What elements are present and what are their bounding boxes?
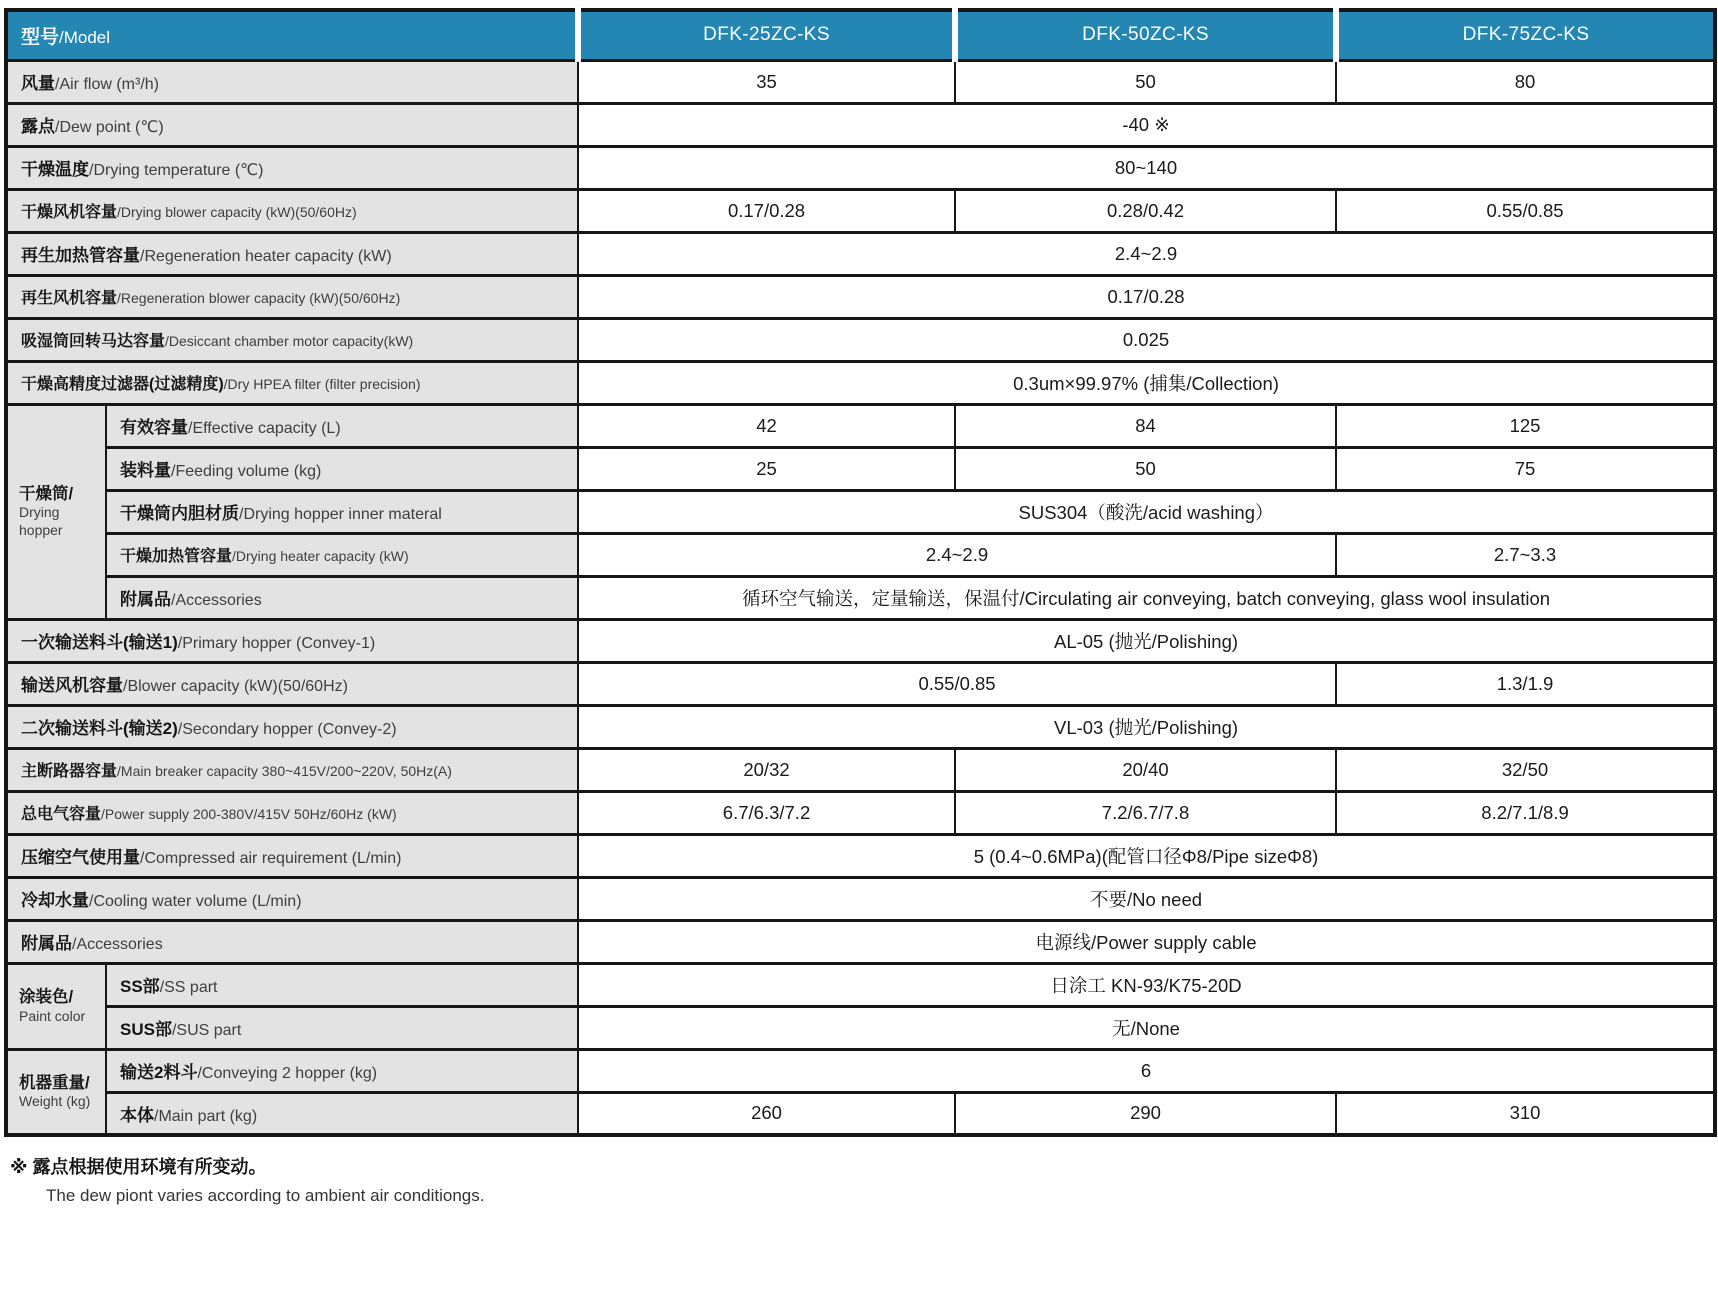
row-label-cn: 装料量: [120, 461, 171, 480]
feeding-volume-value-1: 25: [578, 447, 955, 490]
row-accessories: [6, 920, 1715, 963]
ss-part-value: 日涂工 KN-93/K75-20D: [578, 963, 1715, 1006]
row-label-dry-hpea-filter: [6, 361, 578, 404]
air-flow-value-1: 35: [578, 60, 955, 103]
row-label-cn: 一次输送料斗(输送1): [21, 633, 178, 652]
group-label-weight: [6, 1049, 106, 1135]
sus-part-value: 无/None: [578, 1006, 1715, 1049]
row-label-en: /Effective capacity (L): [188, 420, 341, 437]
hopper-accessories-value: 循环空气输送，定量输送，保温付/Circulating air conveying, batch conveying, glass wool insulation: [578, 576, 1715, 619]
group-label-en: Drying hopper: [19, 504, 63, 538]
power-supply-value-1: 6.7/6.3/7.2: [578, 791, 955, 834]
primary-hopper-value: AL-05 (抛光/Polishing): [578, 619, 1715, 662]
row-label-cn: 干燥温度: [21, 160, 89, 179]
row-label-en: /Dry HPEA filter (filter precision): [223, 376, 421, 392]
model-header-label-cell: [6, 10, 578, 60]
row-label-drying-temperature: [6, 146, 578, 189]
row-air-flow: [6, 60, 1715, 103]
group-label-drying-hopper: [6, 404, 106, 619]
row-label-cn: 干燥筒内胆材质: [120, 504, 239, 523]
row-label-cn: 二次输送料斗(输送2): [21, 719, 178, 738]
row-label-en: /Drying heater capacity (kW): [232, 548, 409, 564]
row-label-air-flow: [6, 60, 578, 103]
row-label-en: /Cooling water volume (L/min): [89, 893, 302, 910]
drying-blower-value-1: 0.17/0.28: [578, 189, 955, 232]
row-feeding-volume: [6, 447, 1715, 490]
main-part-value-3: 310: [1336, 1092, 1715, 1135]
row-label-cn: SS部: [120, 977, 160, 996]
row-secondary-hopper: [6, 705, 1715, 748]
row-label-cn: 再生风机容量: [21, 290, 118, 307]
row-label-compressed-air: [6, 834, 578, 877]
row-label-cn: SUS部: [120, 1020, 172, 1039]
row-label-cn: 有效容量: [120, 418, 188, 437]
row-label-cn: 干燥风机容量: [21, 204, 118, 221]
accessories-value: 电源线/Power supply cable: [578, 920, 1715, 963]
blower-capacity-value-1-2: 0.55/0.85: [578, 662, 1336, 705]
row-conveying-2-hopper: [6, 1049, 1715, 1092]
row-label-en: /Dew point (℃): [55, 119, 164, 136]
drying-temperature-value: 80~140: [578, 146, 1715, 189]
row-label-drying-heater: [106, 533, 578, 576]
row-label-cn: 附属品: [21, 934, 72, 953]
column-header-model-2: DFK-50ZC-KS: [955, 10, 1336, 60]
row-label-en: /Compressed air requirement (L/min): [140, 850, 402, 867]
row-label-cn: 干燥高精度过滤器(过滤精度): [21, 376, 224, 393]
secondary-hopper-value: VL-03 (抛光/Polishing): [578, 705, 1715, 748]
row-label-cooling-water: [6, 877, 578, 920]
power-supply-value-3: 8.2/7.1/8.9: [1336, 791, 1715, 834]
row-dew-point: [6, 103, 1715, 146]
row-label-inner-material: [106, 490, 578, 533]
row-label-cn: 压缩空气使用量: [21, 848, 140, 867]
row-label-main-breaker: [6, 748, 578, 791]
group-label-en: Paint color: [19, 1007, 86, 1024]
row-label-cn: 再生加热管容量: [21, 246, 140, 265]
row-power-supply: [6, 791, 1715, 834]
row-label-en: /Accessories: [171, 592, 262, 609]
row-regeneration-blower-capacity: [6, 275, 1715, 318]
model-header-label-en: /Model: [59, 27, 111, 47]
row-label-primary-hopper: [6, 619, 578, 662]
row-label-cn: 冷却水量: [21, 891, 89, 910]
row-label-en: /Air flow (m³/h): [55, 76, 159, 93]
row-label-dew-point: [6, 103, 578, 146]
main-breaker-value-2: 20/40: [955, 748, 1336, 791]
drying-heater-value-3: 2.7~3.3: [1336, 533, 1715, 576]
row-label-cn: 输送2料斗: [120, 1063, 198, 1082]
row-hopper-accessories: [6, 576, 1715, 619]
row-label-ss-part: [106, 963, 578, 1006]
row-label-en: /Drying blower capacity (kW)(50/60Hz): [117, 204, 357, 220]
row-label-cn: 附属品: [120, 590, 171, 609]
row-label-hopper-accessories: [106, 576, 578, 619]
row-regeneration-heater-capacity: [6, 232, 1715, 275]
regeneration-heater-value: 2.4~2.9: [578, 232, 1715, 275]
row-primary-hopper: [6, 619, 1715, 662]
blower-capacity-value-3: 1.3/1.9: [1336, 662, 1715, 705]
row-label-regeneration-heater: [6, 232, 578, 275]
group-label-paint-color: [6, 963, 106, 1049]
group-label-cn: 机器重量/: [19, 1073, 90, 1092]
row-sus-part: [6, 1006, 1715, 1049]
row-label-conveying-2-hopper: [106, 1049, 578, 1092]
row-desiccant-motor-capacity: [6, 318, 1715, 361]
cooling-water-value: 不要/No need: [578, 877, 1715, 920]
row-label-en: /Drying temperature (℃): [89, 162, 264, 179]
footnote-line-2: The dew piont varies according to ambient air conditiongs.: [46, 1186, 485, 1205]
feeding-volume-value-3: 75: [1336, 447, 1715, 490]
column-header-model-3: DFK-75ZC-KS: [1336, 10, 1715, 60]
row-effective-capacity: [6, 404, 1715, 447]
dew-point-value: -40 ※: [578, 103, 1715, 146]
table-header-row: [6, 10, 1715, 60]
row-label-cn: 露点: [21, 117, 55, 136]
row-label-desiccant-motor: [6, 318, 578, 361]
compressed-air-value: 5 (0.4~0.6MPa)(配管口径Φ8/Pipe sizeΦ8): [578, 834, 1715, 877]
footnote: [10, 1153, 1715, 1206]
row-label-feeding-volume: [106, 447, 578, 490]
drying-blower-value-3: 0.55/0.85: [1336, 189, 1715, 232]
row-label-en: /Secondary hopper (Convey-2): [177, 721, 397, 738]
row-drying-blower-capacity: [6, 189, 1715, 232]
inner-material-value: SUS304（酸洗/acid washing）: [578, 490, 1715, 533]
row-label-cn: 风量: [21, 74, 55, 93]
air-flow-value-3: 80: [1336, 60, 1715, 103]
row-label-cn: 干燥加热管容量: [120, 548, 233, 565]
main-breaker-value-3: 32/50: [1336, 748, 1715, 791]
row-label-en: /Power supply 200-380V/415V 50Hz/60Hz (kW): [101, 806, 397, 822]
row-inner-material: [6, 490, 1715, 533]
effective-capacity-value-1: 42: [578, 404, 955, 447]
row-label-en: /Desiccant chamber motor capacity(kW): [165, 333, 414, 349]
main-part-value-1: 260: [578, 1092, 955, 1135]
desiccant-motor-value: 0.025: [578, 318, 1715, 361]
row-label-en: /SS part: [159, 979, 218, 996]
conveying-2-hopper-value: 6: [578, 1049, 1715, 1092]
row-main-breaker: [6, 748, 1715, 791]
row-label-en: /Regeneration heater capacity (kW): [140, 248, 392, 265]
row-label-drying-blower-capacity: [6, 189, 578, 232]
dry-hpea-filter-value: 0.3um×99.97% (捕集/Collection): [578, 361, 1715, 404]
air-flow-value-2: 50: [955, 60, 1336, 103]
row-label-en: /Accessories: [72, 936, 163, 953]
row-label-effective-capacity: [106, 404, 578, 447]
column-header-model-1: DFK-25ZC-KS: [578, 10, 955, 60]
row-label-main-part: [106, 1092, 578, 1135]
row-label-en: /Drying hopper inner materal: [239, 506, 442, 523]
row-label-en: /Blower capacity (kW)(50/60Hz): [123, 678, 348, 695]
row-main-part: [6, 1092, 1715, 1135]
row-label-en: /Feeding volume (kg): [171, 463, 322, 480]
effective-capacity-value-2: 84: [955, 404, 1336, 447]
power-supply-value-2: 7.2/6.7/7.8: [955, 791, 1336, 834]
row-label-accessories: [6, 920, 578, 963]
row-label-en: /Primary hopper (Convey-1): [177, 635, 376, 652]
group-label-cn: 干燥筒/: [19, 484, 74, 503]
effective-capacity-value-3: 125: [1336, 404, 1715, 447]
footnote-line-1: ※ 露点根据使用环境有所变动。: [10, 1157, 267, 1177]
drying-heater-value-1-2: 2.4~2.9: [578, 533, 1336, 576]
row-cooling-water: [6, 877, 1715, 920]
feeding-volume-value-2: 50: [955, 447, 1336, 490]
row-drying-heater-capacity: [6, 533, 1715, 576]
row-compressed-air: [6, 834, 1715, 877]
main-breaker-value-1: 20/32: [578, 748, 955, 791]
group-label-cn: 涂装色/: [19, 987, 74, 1006]
row-label-en: /Main breaker capacity 380~415V/200~220V, 50Hz(A): [117, 763, 452, 779]
main-part-value-2: 290: [955, 1092, 1336, 1135]
row-drying-temperature: [6, 146, 1715, 189]
row-label-cn: 本体: [120, 1105, 154, 1125]
row-blower-capacity: [6, 662, 1715, 705]
spec-table: [4, 8, 1717, 1137]
row-label-cn: 吸湿筒回转马达容量: [21, 333, 166, 350]
group-label-en: Weight (kg): [19, 1093, 91, 1110]
row-label-en: /Main part (kg): [154, 1107, 258, 1125]
row-dry-hpea-filter: [6, 361, 1715, 404]
row-label-cn: 总电气容量: [21, 806, 102, 823]
row-label-sus-part: [106, 1006, 578, 1049]
regeneration-blower-value: 0.17/0.28: [578, 275, 1715, 318]
row-label-secondary-hopper: [6, 705, 578, 748]
row-label-blower-capacity: [6, 662, 578, 705]
row-label-en: /SUS part: [171, 1022, 242, 1039]
model-header-label-cn: 型号: [21, 26, 60, 48]
row-label-en: /Regeneration blower capacity (kW)(50/60Hz): [117, 290, 401, 306]
row-label-regeneration-blower: [6, 275, 578, 318]
drying-blower-value-2: 0.28/0.42: [955, 189, 1336, 232]
row-label-cn: 输送风机容量: [21, 676, 123, 695]
row-label-power-supply: [6, 791, 578, 834]
row-label-cn: 主断路器容量: [21, 763, 118, 780]
row-ss-part: [6, 963, 1715, 1006]
row-label-en: /Conveying 2 hopper (kg): [197, 1065, 378, 1082]
